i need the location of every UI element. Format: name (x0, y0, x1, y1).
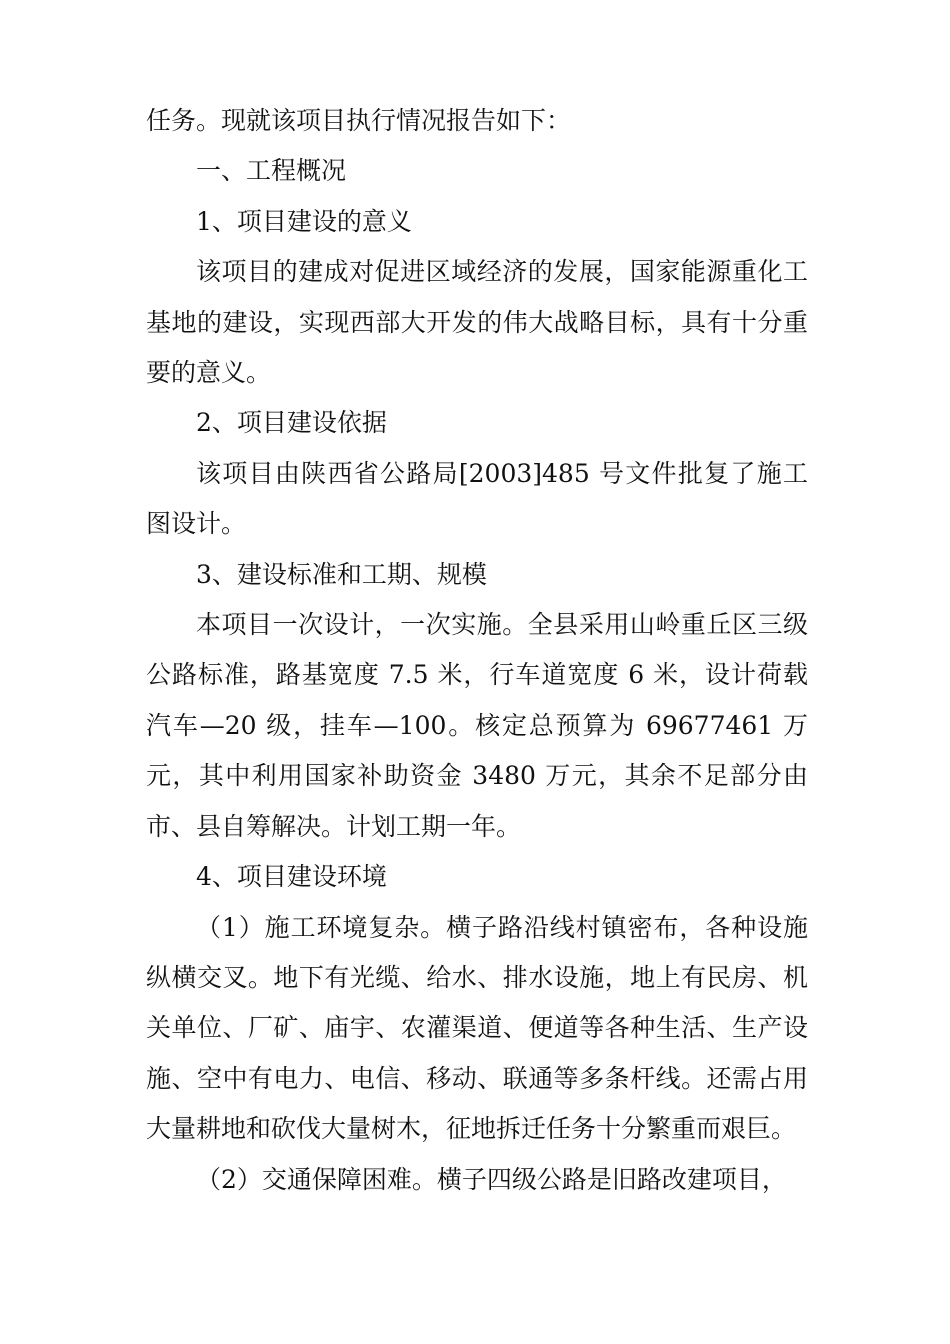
document-body (146, 96, 808, 1205)
heading-project-overview: 一、工程概况 (196, 156, 347, 186)
paragraph-environment-complex: （1）施工环境复杂。横子路沿线村镇密布，各种设施纵横交叉。地下有光缆、给水、排水设施，地上有民房、机关单位、厂矿、庙宇、农灌渠道、便道等各种生活、生产设施、空中有电力、电信、移动、联通等多条杆线。还需占用大量耕地和砍伐大量树木，征地拆迁任务十分繁重而艰巨。 (146, 912, 808, 1144)
paragraph-intro: 任务。现就该项目执行情况报告如下： (146, 106, 572, 135)
paragraph-standards: 本项目一次设计，一次实施。全县采用山岭重丘区三级公路标准，路基宽度 7.5 米，行车道宽度 6 米，设计荷载汽车—20 级，挂车—100。核定总预算为 69677461 万元，其中利用国家补助资金 3480 万元，其余不足部分由市、县自筹解决。计划工期一年。 (146, 610, 808, 841)
paragraph-basis: 该项目由陕西省公路局[2003]485 号文件批复了施工图设计。 (146, 458, 808, 539)
heading-construction-environment: 4、项目建设环境 (196, 862, 387, 892)
paragraph-significance: 该项目的建成对促进区域经济的发展，国家能源重化工基地的建设，实现西部大开发的伟大战略目标，具有十分重要的意义。 (146, 257, 808, 388)
paragraph-traffic-difficulty: （2）交通保障困难。横子四级公路是旧路改建项目， (196, 1164, 787, 1194)
heading-project-significance: 1、项目建设的意义 (196, 206, 412, 236)
heading-project-basis: 2、项目建设依据 (196, 408, 387, 438)
heading-standards-schedule: 3、建设标准和工期、规模 (196, 559, 487, 589)
